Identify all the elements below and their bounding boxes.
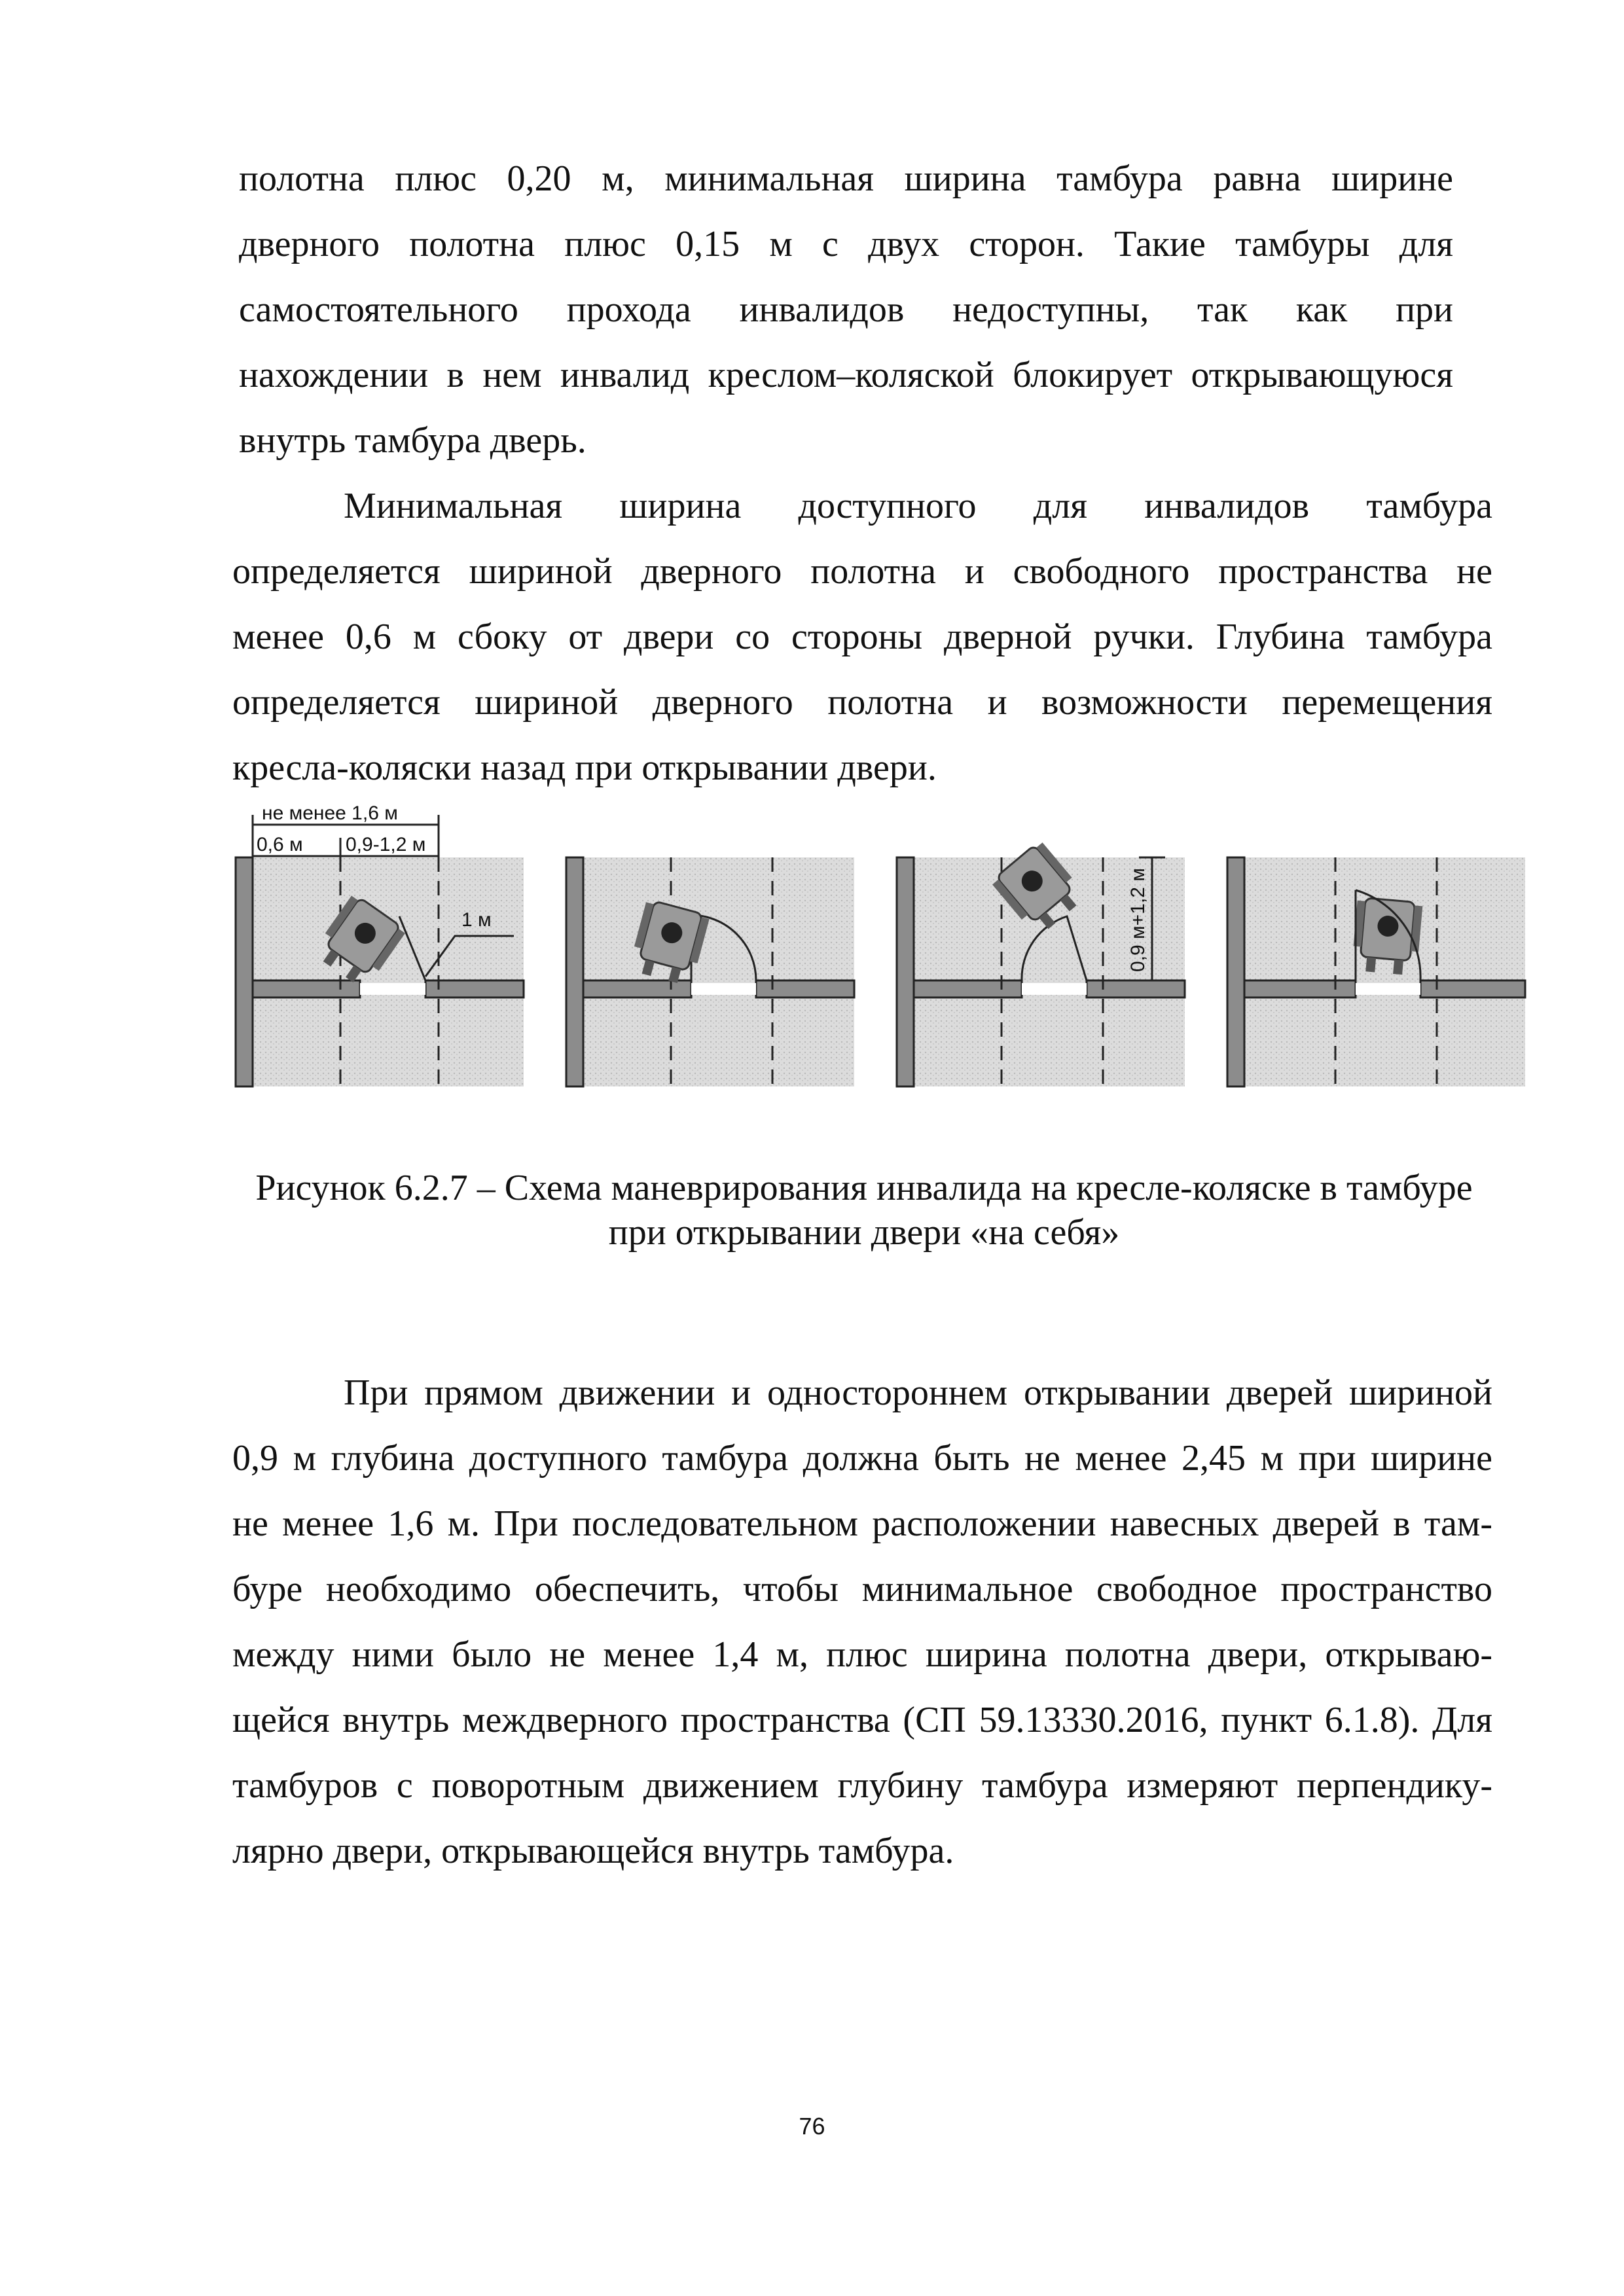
text-line: определяется шириной дверного полотна и возможности перемещения <box>232 682 1492 723</box>
doorway <box>360 983 425 995</box>
page-number: 76 <box>799 2113 825 2140</box>
figure-caption-line-2: при открывании двери «на себя» <box>608 1212 1120 1253</box>
text-line: 0,9 м глубина доступного тамбура должна быть не менее 2,45 м при ширине <box>232 1438 1492 1479</box>
vestibule-maneuver-figure <box>223 805 1545 1093</box>
text-line: При прямом движении и одностороннем открывании дверей шириной <box>344 1372 1492 1413</box>
figure-panel-2 <box>566 857 854 1086</box>
figure-panel-3 <box>897 840 1185 1086</box>
text-line: Минимальная ширина доступного для инвалидов тамбура <box>344 486 1492 526</box>
figure-panel-4 <box>1227 857 1525 1086</box>
text-line: определяется шириной дверного полотна и свободного пространства не <box>232 551 1492 592</box>
figure-caption-line-1: Рисунок 6.2.7 – Схема маневрирования инвалида на кресле-коляске в тамбуре <box>255 1168 1473 1208</box>
label-door-width: 0,9-1,2 м <box>346 834 426 855</box>
text-line: тамбуров с поворотным движением глубину тамбура измеряют перпендику- <box>232 1765 1492 1806</box>
text-line: менее 0,6 м сбоку от двери со стороны дверной ручки. Глубина тамбура <box>232 617 1492 657</box>
label-door-leaf: 1 м <box>461 909 492 931</box>
figure-panel-1 <box>236 805 524 1086</box>
side-wall <box>897 857 914 1086</box>
side-wall <box>566 857 583 1086</box>
text-line: буре необходимо обеспечить, чтобы минимальное свободное пространство <box>232 1569 1492 1609</box>
text-line: внутрь тамбура дверь. <box>239 420 586 461</box>
text-line: нахождении в нем инвалид креслом–коляской блокирует открывающуюся <box>239 355 1453 395</box>
side-wall <box>1227 857 1244 1086</box>
text-line: не менее 1,6 м. При последовательном расположении навесных дверей в там- <box>232 1503 1492 1544</box>
side-wall <box>236 857 253 1086</box>
text-line: между ними было не менее 1,4 м, плюс ширина полотна двери, открываю- <box>232 1634 1492 1675</box>
text-line: щейся внутрь междверного пространства (СП 59.13330.2016, пункт 6.1.8). Для <box>232 1700 1492 1740</box>
text-line: полотна плюс 0,20 м, минимальная ширина тамбура равна ширине <box>239 158 1453 199</box>
text-line: дверного полотна плюс 0,15 м с двух сторон. Такие тамбуры для <box>239 224 1453 264</box>
label-width-total: не менее 1,6 м <box>262 805 398 824</box>
text-line: лярно двери, открывающейся внутрь тамбура. <box>232 1831 954 1871</box>
text-line: самостоятельного прохода инвалидов недоступны, так как при <box>239 289 1453 330</box>
text-line: кресла-коляски назад при открывании двери. <box>232 747 937 788</box>
front-wall-right <box>425 980 524 997</box>
floor-area <box>236 857 524 1086</box>
label-depth: 0,9 м+1,2 м <box>1127 868 1149 972</box>
front-wall-left <box>253 980 360 997</box>
label-side-space: 0,6 м <box>257 834 303 855</box>
